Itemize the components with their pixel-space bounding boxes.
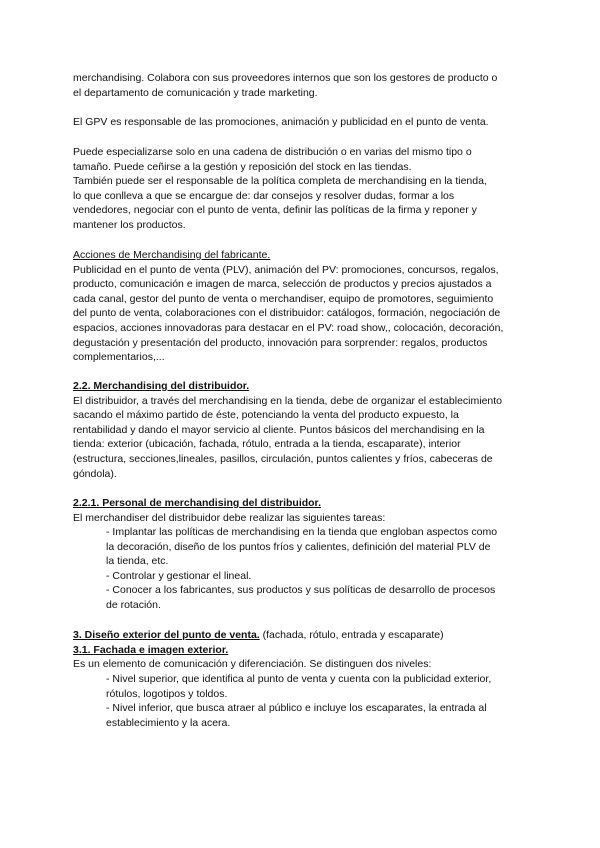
text-line: degustación y presentación del producto, innovación para sorprender: regalos, productos	[73, 336, 488, 349]
section-heading: 3. Diseño exterior del punto de venta.	[73, 629, 260, 641]
text-line: lo que conlleva a que se encargue de: dar consejos y resolver dudas, formar a los	[73, 189, 455, 202]
acciones-section	[73, 248, 533, 365]
text-line: sacando el máximo partido de éste, potenciando la venta del producto expuesto, la	[73, 409, 459, 422]
acciones-heading: Acciones de Merchandising del fabricante.	[73, 249, 271, 261]
list-item: - Nivel superior, que identifica al punto de venta y cuenta con la publicidad exterior,	[106, 673, 492, 685]
intro-paragraph	[73, 71, 533, 100]
text-line: (estructura, secciones,lineales, pasillos, circulación, puntos calientes y fríos, cabeceras de	[73, 452, 493, 465]
text-line: El distribuidor, a través del merchandising en la tienda, debe de organizar el establecimiento	[73, 394, 503, 407]
distribuidor-section	[73, 379, 533, 481]
text-line: Publicidad en el punto de venta (PLV), animación del PV: promociones, concursos, regalos,	[73, 263, 499, 276]
text-line: El merchandiser del distribuidor debe realizar las siguientes tareas:	[73, 511, 386, 524]
text-line: espacios, acciones innovadoras para destacar en el PV: road show,, colocación, decoración,	[73, 321, 504, 334]
subsection-heading: 3.1. Fachada e imagen exterior.	[73, 643, 229, 656]
section-heading-line	[73, 628, 533, 643]
text-line: del punto de venta, colaboraciones con el distribuidor: catálogos, formación, negociación de	[73, 307, 501, 320]
personal-task-list	[106, 525, 536, 613]
text-line: El GPV es responsable de las promociones, animación y publicidad en el punto de venta.	[73, 116, 489, 128]
text-line: tienda: exterior (ubicación, fachada, rótulo, entrada a la tienda, escaparate), interior	[73, 438, 461, 451]
gpv-paragraph	[73, 115, 533, 130]
diseno-section	[73, 628, 533, 672]
list-item: de rotación.	[106, 598, 161, 611]
text-line: Es un elemento de comunicación y diferenciación. Se distinguen dos niveles:	[73, 658, 432, 671]
list-item: la tienda, etc.	[106, 555, 169, 568]
text-line: tamaño. Puede ceñirse a la gestión y reposición del stock en las tiendas.	[73, 160, 412, 173]
personal-section	[73, 496, 533, 525]
section-heading: 2.2.1. Personal de merchandising del distribuidor.	[73, 497, 321, 509]
text-line: merchandising. Colabora con sus proveedores internos que son los gestores de producto o	[73, 72, 498, 84]
text-line: producto, comunicación e imagen de marca, selección de productos y precios ajustados a	[73, 278, 492, 291]
text-line: góndola).	[73, 467, 117, 480]
list-item: - Conocer a los fabricantes, sus productos y sus políticas de desarrollo de procesos	[106, 584, 496, 597]
text-line: Puede especializarse solo en una cadena de distribución o en varias del mismo tipo o	[73, 146, 472, 158]
text-line: el departamento de comunicación y trade marketing.	[73, 86, 318, 99]
list-item: la decoración, diseño de los puntos fríos y calientes, definición del material PLV de	[106, 540, 491, 553]
list-item: - Controlar y gestionar el lineal.	[106, 569, 252, 582]
text-line: mantener los productos.	[73, 218, 186, 231]
section-heading: 2.2. Merchandising del distribuidor.	[73, 380, 250, 392]
diseno-level-list	[106, 672, 536, 730]
text-line: rentabilidad y dando el mayor servicio al cliente. Puntos básicos del merchandising en la	[73, 423, 485, 436]
list-item: establecimiento y la acera.	[106, 716, 231, 729]
list-item: - Nivel inferior, que busca atraer al público e incluye los escaparates, la entrada al	[106, 702, 487, 715]
text-line: complementarios,...	[73, 351, 165, 364]
list-item: rótulos, logotipos y toldos.	[106, 687, 228, 700]
text-line: También puede ser el responsable de la política completa de merchandising en la tienda,	[73, 175, 487, 188]
text-line: cada canal, gestor del punto de venta o merchandiser, equipo de promotores, seguimiento	[73, 292, 494, 305]
list-item: - Implantar las políticas de merchandising en la tienda que engloban aspectos como	[106, 526, 498, 538]
text-line: vendedores, negociar con el punto de venta, definir las políticas de la firma y reponer y	[73, 204, 477, 217]
especializarse-paragraph	[73, 145, 533, 233]
section-heading-suffix: (fachada, rótulo, entrada y escaparate)	[262, 629, 444, 641]
